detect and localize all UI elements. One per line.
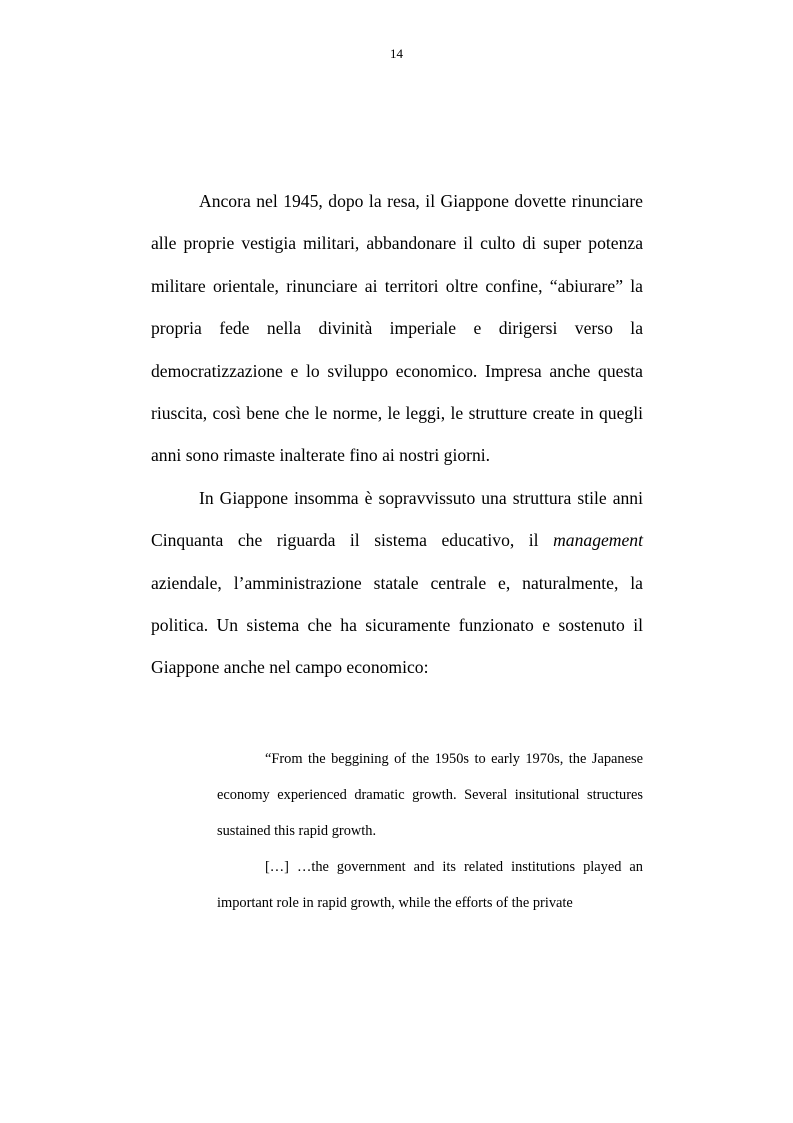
page-number: 14 xyxy=(390,46,403,61)
block-quote xyxy=(217,741,643,921)
body-paragraph-2 xyxy=(151,477,643,689)
quote-paragraph-2: […] …the government and its related institutions played an important role in rapid growth, while the efforts of the private xyxy=(217,859,643,911)
quote-paragraph-1: “From the beggining of the 1950s to early 1970s, the Japanese economy experienced dramatic growth. Several insitutional structures sustained this rapid growth. xyxy=(217,751,643,839)
body-paragraph-2-end: aziendale, l’amministrazione statale centrale e, naturalmente, la politica. Un sistema che ha sicuramente funzionato e sostenuto il Giappone anche nel campo economico: xyxy=(151,572,643,678)
body-text xyxy=(151,180,643,689)
body-paragraph-2-start: In Giappone insomma è sopravvissuto una struttura stile anni Cinquanta che riguarda il sistema educativo, il xyxy=(151,487,643,551)
body-paragraph-1: Ancora nel 1945, dopo la resa, il Giappone dovette rinunciare alle proprie vestigia militari, abbandonare il culto di super potenza militare orientale, rinunciare ai territori oltre confine, “abiurare” la propria fede nella divinità imperiale e dirigersi verso la democratizzazione e lo sviluppo economico. Impresa anche questa riuscita, così bene che le norme, le leggi, le strutture create in quegli anni sono rimaste inalterate fino ai nostri giorni. xyxy=(151,191,643,466)
management-emphasis: management xyxy=(553,530,643,551)
